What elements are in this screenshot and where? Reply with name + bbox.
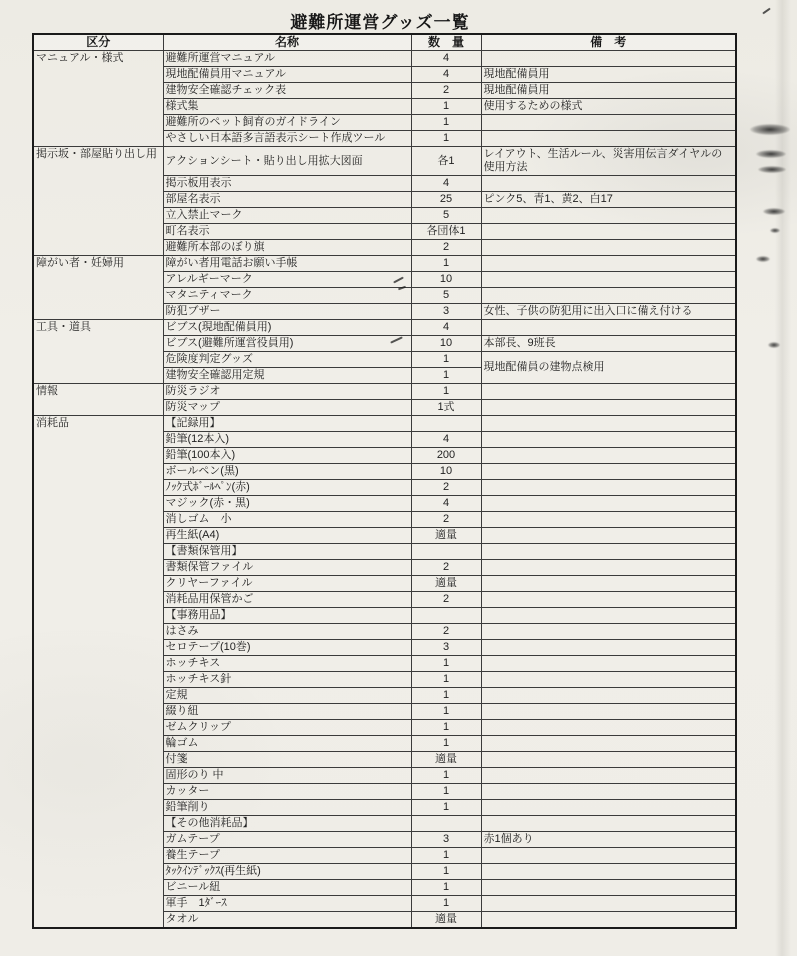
item-name-cell: ホッチキス針: [163, 672, 411, 688]
qty-cell: 1: [411, 99, 481, 115]
note-cell: [481, 752, 736, 768]
item-name-cell: 防犯ブザー: [163, 304, 411, 320]
qty-cell: 1: [411, 115, 481, 131]
item-name-cell: ゼムクリップ: [163, 720, 411, 736]
note-cell: [481, 288, 736, 304]
qty-cell: 4: [411, 51, 481, 67]
qty-cell: 1: [411, 384, 481, 400]
item-name-cell: 消しゴム 小: [163, 512, 411, 528]
note-cell: [481, 464, 736, 480]
item-name-cell: 再生紙(A4): [163, 528, 411, 544]
note-cell: [481, 496, 736, 512]
qty-cell: 1: [411, 672, 481, 688]
qty-cell: 1: [411, 896, 481, 912]
note-cell: [481, 656, 736, 672]
qty-cell: 1: [411, 736, 481, 752]
note-cell: [481, 560, 736, 576]
item-name-cell: セロテープ(10巻): [163, 640, 411, 656]
category-cell: 工具・道具: [33, 320, 163, 384]
note-cell: 現地配備員の建物点検用: [481, 352, 736, 384]
item-name-cell: 掲示板用表示: [163, 176, 411, 192]
qty-cell: 1: [411, 688, 481, 704]
qty-cell: 1: [411, 848, 481, 864]
qty-cell: 2: [411, 83, 481, 99]
qty-cell: 適量: [411, 576, 481, 592]
qty-cell: 適量: [411, 528, 481, 544]
qty-cell: 200: [411, 448, 481, 464]
qty-cell: 5: [411, 208, 481, 224]
note-cell: [481, 608, 736, 624]
note-cell: [481, 800, 736, 816]
note-cell: [481, 256, 736, 272]
note-cell: [481, 624, 736, 640]
scan-artifact: [763, 208, 785, 215]
category-cell: 掲示坂・部屋貼り出し用: [33, 147, 163, 256]
note-cell: [481, 912, 736, 929]
item-name-cell: 建物安全確認用定規: [163, 368, 411, 384]
note-cell: 使用するための様式: [481, 99, 736, 115]
note-cell: [481, 448, 736, 464]
item-name-cell: 輪ゴム: [163, 736, 411, 752]
item-name-cell: 避難所運営マニュアル: [163, 51, 411, 67]
qty-cell: 5: [411, 288, 481, 304]
qty-cell: 3: [411, 832, 481, 848]
item-name-cell: 避難所本部のぼり旗: [163, 240, 411, 256]
note-cell: [481, 480, 736, 496]
qty-cell: 10: [411, 464, 481, 480]
category-cell: マニュアル・様式: [33, 51, 163, 147]
qty-cell: 4: [411, 176, 481, 192]
item-name-cell: 部屋名表示: [163, 192, 411, 208]
item-name-cell: ガムテープ: [163, 832, 411, 848]
qty-cell: 4: [411, 67, 481, 83]
note-cell: 現地配備員用: [481, 67, 736, 83]
category-cell: 情報: [33, 384, 163, 416]
qty-cell: 各団体1: [411, 224, 481, 240]
qty-cell: 1: [411, 704, 481, 720]
item-name-cell: ﾉｯｸ式ﾎﾞｰﾙﾍﾟﾝ(赤): [163, 480, 411, 496]
subsection-header-cell: 【その他消耗品】: [163, 816, 411, 832]
note-cell: 赤1個あり: [481, 832, 736, 848]
note-cell: [481, 208, 736, 224]
note-cell: [481, 240, 736, 256]
note-cell: [481, 131, 736, 147]
qty-cell: 4: [411, 432, 481, 448]
qty-cell: 2: [411, 480, 481, 496]
table-row: [33, 51, 736, 67]
note-cell: [481, 400, 736, 416]
item-name-cell: 危険度判定グッズ: [163, 352, 411, 368]
qty-cell: 25: [411, 192, 481, 208]
item-name-cell: 様式集: [163, 99, 411, 115]
item-name-cell: 建物安全確認チェック表: [163, 83, 411, 99]
qty-cell: 1: [411, 131, 481, 147]
note-cell: [481, 512, 736, 528]
qty-cell: [411, 544, 481, 560]
table-row: [33, 320, 736, 336]
note-cell: [481, 880, 736, 896]
scan-artifact: [768, 342, 780, 348]
note-cell: [481, 544, 736, 560]
qty-cell: 1: [411, 880, 481, 896]
subsection-header-cell: 【記録用】: [163, 416, 411, 432]
item-name-cell: やさしい日本語多言語表示シート作成ツール: [163, 131, 411, 147]
note-cell: [481, 432, 736, 448]
qty-cell: [411, 416, 481, 432]
scan-artifact: [775, 0, 791, 956]
scan-artifact: [758, 166, 786, 173]
item-name-cell: ビブス(避難所運営役員用): [163, 336, 411, 352]
note-cell: 女性、子供の防犯用に出入口に備え付ける: [481, 304, 736, 320]
col-header-category: 区分: [33, 34, 163, 51]
page-title: 避難所運営グッズ一覧: [290, 13, 470, 32]
qty-cell: 1: [411, 720, 481, 736]
qty-cell: 4: [411, 320, 481, 336]
qty-cell: 適量: [411, 912, 481, 929]
qty-cell: 3: [411, 304, 481, 320]
qty-cell: 各1: [411, 147, 481, 176]
qty-cell: 2: [411, 240, 481, 256]
qty-cell: 1: [411, 656, 481, 672]
qty-cell: [411, 816, 481, 832]
item-name-cell: ﾀｯｸｲﾝﾃﾞｯｸｽ(再生紙): [163, 864, 411, 880]
qty-cell: 1: [411, 784, 481, 800]
qty-cell: 10: [411, 336, 481, 352]
item-name-cell: クリヤーファイル: [163, 576, 411, 592]
note-cell: [481, 896, 736, 912]
category-cell: 障がい者・妊婦用: [33, 256, 163, 320]
note-cell: [481, 224, 736, 240]
item-name-cell: 定規: [163, 688, 411, 704]
item-name-cell: 固形のり 中: [163, 768, 411, 784]
item-name-cell: 町名表示: [163, 224, 411, 240]
note-cell: [481, 272, 736, 288]
note-cell: [481, 51, 736, 67]
note-cell: 現地配備員用: [481, 83, 736, 99]
col-header-qty: 数 量: [411, 34, 481, 51]
qty-cell: 1: [411, 864, 481, 880]
item-name-cell: 現地配備員用マニュアル: [163, 67, 411, 83]
qty-cell: 2: [411, 624, 481, 640]
qty-cell: 1: [411, 352, 481, 368]
table-row: [33, 147, 736, 176]
qty-cell: 1: [411, 256, 481, 272]
note-cell: 本部長、9班長: [481, 336, 736, 352]
note-cell: [481, 720, 736, 736]
qty-cell: 1: [411, 368, 481, 384]
note-cell: [481, 416, 736, 432]
item-name-cell: タオル: [163, 912, 411, 929]
note-cell: [481, 864, 736, 880]
qty-cell: 1式: [411, 400, 481, 416]
item-name-cell: アクションシート・貼り出し用拡大図面: [163, 147, 411, 176]
item-name-cell: はさみ: [163, 624, 411, 640]
note-cell: ピンク5、青1、黄2、白17: [481, 192, 736, 208]
item-name-cell: 鉛筆(12本入): [163, 432, 411, 448]
table-row: [33, 384, 736, 400]
item-name-cell: 立入禁止マーク: [163, 208, 411, 224]
subsection-header-cell: 【書類保管用】: [163, 544, 411, 560]
note-cell: [481, 640, 736, 656]
scan-artifact: [762, 8, 771, 15]
scan-artifact: [770, 228, 780, 233]
qty-cell: 2: [411, 560, 481, 576]
note-cell: [481, 528, 736, 544]
goods-table-body: [33, 51, 736, 929]
qty-cell: [411, 608, 481, 624]
note-cell: [481, 115, 736, 131]
note-cell: [481, 736, 736, 752]
col-header-note: 備 考: [481, 34, 736, 51]
note-cell: [481, 176, 736, 192]
note-cell: [481, 384, 736, 400]
item-name-cell: 軍手 1ﾀﾞｰｽ: [163, 896, 411, 912]
item-name-cell: 防災マップ: [163, 400, 411, 416]
qty-cell: 1: [411, 768, 481, 784]
item-name-cell: ビブス(現地配備員用): [163, 320, 411, 336]
qty-cell: 10: [411, 272, 481, 288]
note-cell: [481, 848, 736, 864]
qty-cell: 2: [411, 512, 481, 528]
qty-cell: 1: [411, 800, 481, 816]
header-row: [33, 34, 736, 51]
col-header-name: 名称: [163, 34, 411, 51]
table-row: [33, 256, 736, 272]
note-cell: [481, 704, 736, 720]
note-cell: レイアウト、生活ルール、災害用伝言ダイヤルの使用方法: [481, 147, 736, 176]
item-name-cell: ホッチキス: [163, 656, 411, 672]
item-name-cell: カッター: [163, 784, 411, 800]
qty-cell: 4: [411, 496, 481, 512]
note-cell: [481, 688, 736, 704]
note-cell: [481, 320, 736, 336]
item-name-cell: 消耗品用保管かご: [163, 592, 411, 608]
table-row: [33, 416, 736, 432]
item-name-cell: マタニティマーク: [163, 288, 411, 304]
note-cell: [481, 816, 736, 832]
item-name-cell: 障がい者用電話お願い手帳: [163, 256, 411, 272]
qty-cell: 3: [411, 640, 481, 656]
note-cell: [481, 592, 736, 608]
item-name-cell: アレルギーマーク: [163, 272, 411, 288]
scan-artifact: [756, 150, 786, 158]
item-name-cell: ボールペン(黒): [163, 464, 411, 480]
item-name-cell: マジック(赤・黒): [163, 496, 411, 512]
goods-table: [32, 33, 737, 929]
item-name-cell: 綴り紐: [163, 704, 411, 720]
note-cell: [481, 768, 736, 784]
item-name-cell: 避難所のペット飼育のガイドライン: [163, 115, 411, 131]
item-name-cell: 書類保管ファイル: [163, 560, 411, 576]
category-cell: 消耗品: [33, 416, 163, 929]
scan-artifact: [750, 124, 790, 135]
qty-cell: 2: [411, 592, 481, 608]
item-name-cell: 鉛筆(100本入): [163, 448, 411, 464]
note-cell: [481, 672, 736, 688]
item-name-cell: 鉛筆削り: [163, 800, 411, 816]
item-name-cell: 防災ラジオ: [163, 384, 411, 400]
item-name-cell: ビニール紐: [163, 880, 411, 896]
note-cell: [481, 784, 736, 800]
note-cell: [481, 576, 736, 592]
item-name-cell: 養生テープ: [163, 848, 411, 864]
item-name-cell: 付箋: [163, 752, 411, 768]
subsection-header-cell: 【事務用品】: [163, 608, 411, 624]
qty-cell: 適量: [411, 752, 481, 768]
scan-artifact: [756, 256, 770, 262]
